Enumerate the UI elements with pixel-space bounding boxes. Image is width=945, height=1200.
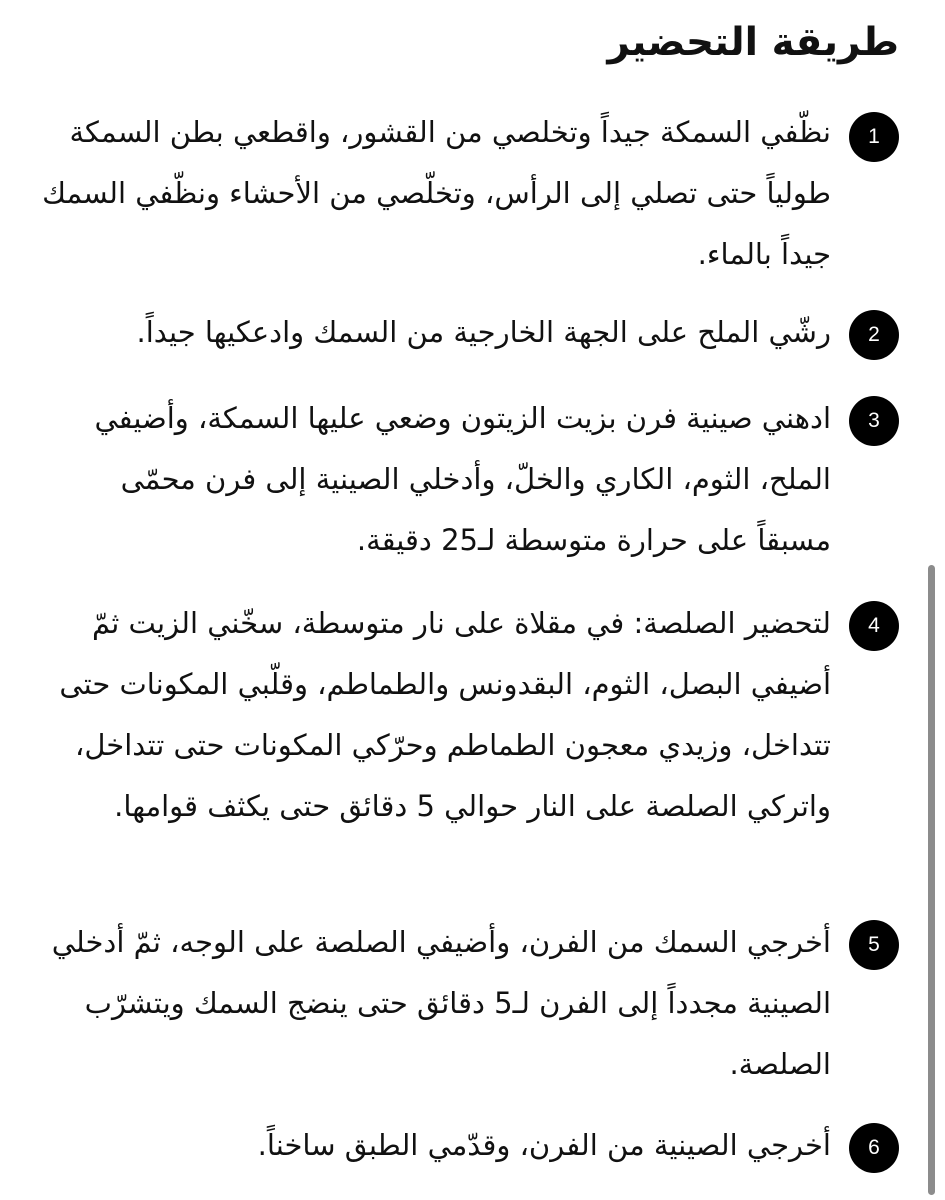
step-number-badge: 4 bbox=[849, 601, 899, 651]
step-number-badge: 5 bbox=[849, 920, 899, 970]
step-text: لتحضير الصلصة: في مقلاة على نار متوسطة، سخّني الزيت ثمّ أضيفي البصل، الثوم، البقدونس والطماطم، وقلّبي المكونات حتى تتداخل، وزيدي معجون الطماطم وحرّكي المكونات حتى تتداخل، واتركي الصلصة على النار حوالي 5 دقائق حتى يكثف قوامها. bbox=[59, 606, 831, 823]
step-text: أخرجي الصينية من الفرن، وقدّمي الطبق ساخناً. bbox=[257, 1128, 831, 1162]
step-text: أخرجي السمك من الفرن، وأضيفي الصلصة على الوجه، ثمّ أدخلي الصينية مجدداً إلى الفرن لـ5 دقائق حتى ينضج السمك ويتشرّب الصلصة. bbox=[51, 925, 831, 1081]
step-number-badge: 1 bbox=[849, 112, 899, 162]
step-text: رشّي الملح على الجهة الخارجية من السمك وادعكيها جيداً. bbox=[136, 315, 831, 349]
step-number-badge: 3 bbox=[849, 396, 899, 446]
section-title: طريقة التحضير bbox=[607, 20, 899, 65]
step-number-badge: 2 bbox=[849, 310, 899, 360]
step-text: ادهني صينية فرن بزيت الزيتون وضعي عليها السمكة، وأضيفي الملح، الثوم، الكاري والخلّ، وأدخلي الصينية إلى فرن محمّى مسبقاً على حرارة متوسطة لـ25 دقيقة. bbox=[94, 401, 831, 557]
step-text: نظّفي السمكة جيداً وتخلصي من القشور، واقطعي بطن السمكة طولياً حتى تصلي إلى الرأس، وتخلّصي من الأحشاء ونظّفي السمك جيداً بالماء. bbox=[42, 115, 831, 271]
vertical-scrollbar[interactable] bbox=[928, 565, 935, 1195]
step-number-badge: 6 bbox=[849, 1123, 899, 1173]
